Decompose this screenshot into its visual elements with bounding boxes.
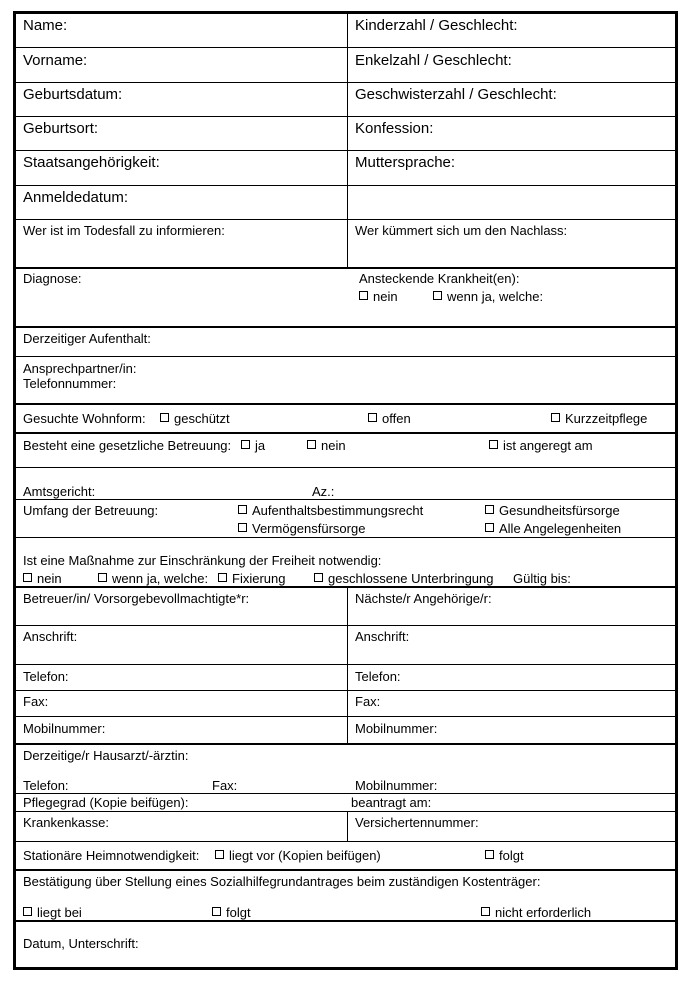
divider bbox=[16, 537, 675, 538]
checkbox-label: nein bbox=[321, 438, 346, 453]
restriction-yes-checkbox[interactable] bbox=[98, 571, 208, 586]
divider bbox=[16, 625, 675, 626]
relative-fax-label: Fax: bbox=[355, 694, 381, 709]
divider bbox=[16, 793, 675, 794]
checkbox-icon bbox=[160, 413, 169, 422]
current-stay-label: Derzeitiger Aufenthalt: bbox=[23, 331, 151, 346]
doctor-mobile-label: Mobilnummer: bbox=[355, 778, 438, 793]
column-divider bbox=[347, 586, 348, 743]
checkbox-label: nein bbox=[37, 571, 62, 586]
home-need-present-checkbox[interactable] bbox=[215, 848, 381, 863]
valid-until-label: Gültig bis: bbox=[513, 571, 571, 586]
infectious-label: Ansteckende Krankheit(en): bbox=[359, 271, 520, 286]
restriction-fixation-checkbox[interactable] bbox=[218, 571, 285, 586]
home-need-follows-checkbox[interactable] bbox=[485, 848, 524, 863]
divider bbox=[16, 841, 675, 842]
checkbox-icon bbox=[98, 573, 107, 582]
diagnosis-label: Diagnose: bbox=[23, 271, 82, 286]
welfare-follows-checkbox[interactable] bbox=[212, 905, 251, 920]
nationality-label: Staatsangehörigkeit: bbox=[23, 154, 160, 171]
carer-address-label: Anschrift: bbox=[23, 629, 78, 644]
checkbox-label: wenn ja, welche: bbox=[447, 289, 544, 304]
housing-protected-checkbox[interactable] bbox=[160, 411, 230, 426]
checkbox-label: nein bbox=[373, 289, 398, 304]
checkbox-label: liegt vor (Kopien beifügen) bbox=[229, 848, 381, 863]
checkbox-icon bbox=[485, 523, 494, 532]
confession-label: Konfession: bbox=[355, 120, 434, 137]
file-number-label: Az.: bbox=[312, 484, 335, 499]
death-notify-label: Wer ist im Todesfall zu informieren: bbox=[23, 223, 225, 238]
relative-label: Nächste/r Angehörige/r: bbox=[355, 591, 492, 606]
divider bbox=[16, 219, 675, 220]
checkbox-icon bbox=[307, 440, 316, 449]
checkbox-icon bbox=[23, 573, 32, 582]
divider bbox=[16, 869, 675, 871]
divider bbox=[16, 664, 675, 665]
doctor-phone-label: Telefon: bbox=[23, 778, 69, 793]
applied-on-label: beantragt am: bbox=[351, 795, 432, 810]
checkbox-label: Kurzzeitpflege bbox=[565, 411, 648, 426]
guardianship-label: Besteht eine gesetzliche Betreuung: bbox=[23, 438, 232, 453]
divider bbox=[16, 811, 675, 812]
checkbox-icon bbox=[23, 907, 32, 916]
carer-fax-label: Fax: bbox=[23, 694, 49, 709]
divider bbox=[16, 467, 675, 468]
divider bbox=[16, 82, 675, 83]
checkbox-label: liegt bei bbox=[37, 905, 82, 920]
infectious-yes-checkbox[interactable] bbox=[433, 289, 543, 304]
checkbox-icon bbox=[218, 573, 227, 582]
checkbox-label: folgt bbox=[499, 848, 524, 863]
checkbox-icon bbox=[485, 505, 494, 514]
checkbox-icon bbox=[212, 907, 221, 916]
checkbox-icon bbox=[314, 573, 323, 582]
phone-number-label: Telefonnummer: bbox=[23, 376, 117, 391]
firstname-label: Vorname: bbox=[23, 52, 88, 69]
infectious-no-checkbox[interactable] bbox=[359, 289, 398, 304]
birthplace-label: Geburtsort: bbox=[23, 120, 99, 137]
checkbox-label: ja bbox=[255, 438, 266, 453]
checkbox-icon bbox=[485, 850, 494, 859]
column-divider bbox=[347, 14, 348, 267]
doctor-label: Derzeitige/r Hausarzt/-ärztin: bbox=[23, 748, 189, 763]
column-divider bbox=[347, 811, 348, 841]
welfare-label: Bestätigung über Stellung eines Sozialhilfegrundantrages beim zuständigen Kostenträger: bbox=[23, 874, 541, 889]
housing-open-checkbox[interactable] bbox=[368, 411, 411, 426]
welfare-not-required-checkbox[interactable] bbox=[481, 905, 591, 920]
checkbox-label: geschützt bbox=[174, 411, 230, 426]
checkbox-icon bbox=[433, 291, 442, 300]
contact-person-label: Ansprechpartner/in: bbox=[23, 361, 137, 376]
scope-health-checkbox[interactable] bbox=[485, 503, 620, 518]
guardianship-no-checkbox[interactable] bbox=[307, 438, 346, 453]
guardianship-yes-checkbox[interactable] bbox=[241, 438, 265, 453]
checkbox-icon bbox=[359, 291, 368, 300]
guardianship-scope-label: Umfang der Betreuung: bbox=[23, 503, 159, 518]
divider bbox=[16, 326, 675, 328]
registration-form bbox=[13, 11, 678, 970]
name-label: Name: bbox=[23, 17, 68, 34]
children-label: Kinderzahl / Geschlecht: bbox=[355, 17, 518, 34]
checkbox-icon bbox=[368, 413, 377, 422]
divider bbox=[16, 150, 675, 151]
divider bbox=[16, 116, 675, 117]
home-need-label: Stationäre Heimnotwendigkeit: bbox=[23, 848, 200, 863]
carer-mobile-label: Mobilnummer: bbox=[23, 721, 106, 736]
divider bbox=[16, 356, 675, 357]
relative-mobile-label: Mobilnummer: bbox=[355, 721, 438, 736]
checkbox-icon bbox=[481, 907, 490, 916]
insurance-number-label: Versichertennummer: bbox=[355, 815, 479, 830]
signature-label: Datum, Unterschrift: bbox=[23, 936, 139, 951]
divider bbox=[16, 743, 675, 745]
birthdate-label: Geburtsdatum: bbox=[23, 86, 123, 103]
checkbox-label: ist angeregt am bbox=[503, 438, 593, 453]
scope-residence-checkbox[interactable] bbox=[238, 503, 423, 518]
checkbox-label: Vermögensfürsorge bbox=[252, 521, 366, 536]
doctor-fax-label: Fax: bbox=[212, 778, 238, 793]
checkbox-label: folgt bbox=[226, 905, 251, 920]
grandchildren-label: Enkelzahl / Geschlecht: bbox=[355, 52, 512, 69]
divider bbox=[16, 690, 675, 691]
divider bbox=[16, 586, 675, 588]
checkbox-label: nicht erforderlich bbox=[495, 905, 592, 920]
siblings-label: Geschwisterzahl / Geschlecht: bbox=[355, 86, 557, 103]
divider bbox=[16, 499, 675, 500]
checkbox-label: Alle Angelegenheiten bbox=[499, 521, 622, 536]
divider bbox=[16, 920, 675, 922]
estate-label: Wer kümmert sich um den Nachlass: bbox=[355, 223, 568, 238]
divider bbox=[16, 403, 675, 405]
checkbox-label: Fixierung bbox=[232, 571, 286, 586]
checkbox-label: offen bbox=[382, 411, 411, 426]
divider bbox=[16, 267, 675, 269]
scope-all-checkbox[interactable] bbox=[485, 521, 621, 536]
relative-phone-label: Telefon: bbox=[355, 669, 401, 684]
restriction-question: Ist eine Maßnahme zur Einschränkung der Freiheit notwendig: bbox=[23, 553, 382, 568]
divider bbox=[16, 185, 675, 186]
restriction-closed-checkbox[interactable] bbox=[314, 571, 494, 586]
divider bbox=[16, 432, 675, 434]
guardianship-suggested-checkbox[interactable] bbox=[489, 438, 593, 453]
health-insurance-label: Krankenkasse: bbox=[23, 815, 109, 830]
checkbox-icon bbox=[238, 505, 247, 514]
checkbox-label: Gesundheitsfürsorge bbox=[499, 503, 620, 518]
checkbox-icon bbox=[489, 440, 498, 449]
checkbox-icon bbox=[241, 440, 250, 449]
checkbox-icon bbox=[238, 523, 247, 532]
checkbox-label: Aufenthaltsbestimmungsrecht bbox=[252, 503, 424, 518]
court-label: Amtsgericht: bbox=[23, 484, 96, 499]
carer-phone-label: Telefon: bbox=[23, 669, 69, 684]
mother-tongue-label: Muttersprache: bbox=[355, 154, 456, 171]
housing-label: Gesuchte Wohnform: bbox=[23, 411, 146, 426]
checkbox-icon bbox=[215, 850, 224, 859]
care-degree-label: Pflegegrad (Kopie beifügen): bbox=[23, 795, 189, 810]
relative-address-label: Anschrift: bbox=[355, 629, 410, 644]
divider bbox=[16, 47, 675, 48]
carer-label: Betreuer/in/ Vorsorgebevollmachtigte*r: bbox=[23, 591, 250, 606]
checkbox-label: wenn ja, welche: bbox=[112, 571, 209, 586]
registration-date-label: Anmeldedatum: bbox=[23, 189, 129, 206]
restriction-no-checkbox[interactable] bbox=[23, 571, 62, 586]
checkbox-icon bbox=[551, 413, 560, 422]
scope-assets-checkbox[interactable] bbox=[238, 521, 365, 536]
checkbox-label: geschlossene Unterbringung bbox=[328, 571, 494, 586]
housing-short-term-checkbox[interactable] bbox=[551, 411, 647, 426]
divider bbox=[16, 716, 675, 717]
welfare-present-checkbox[interactable] bbox=[23, 905, 82, 920]
